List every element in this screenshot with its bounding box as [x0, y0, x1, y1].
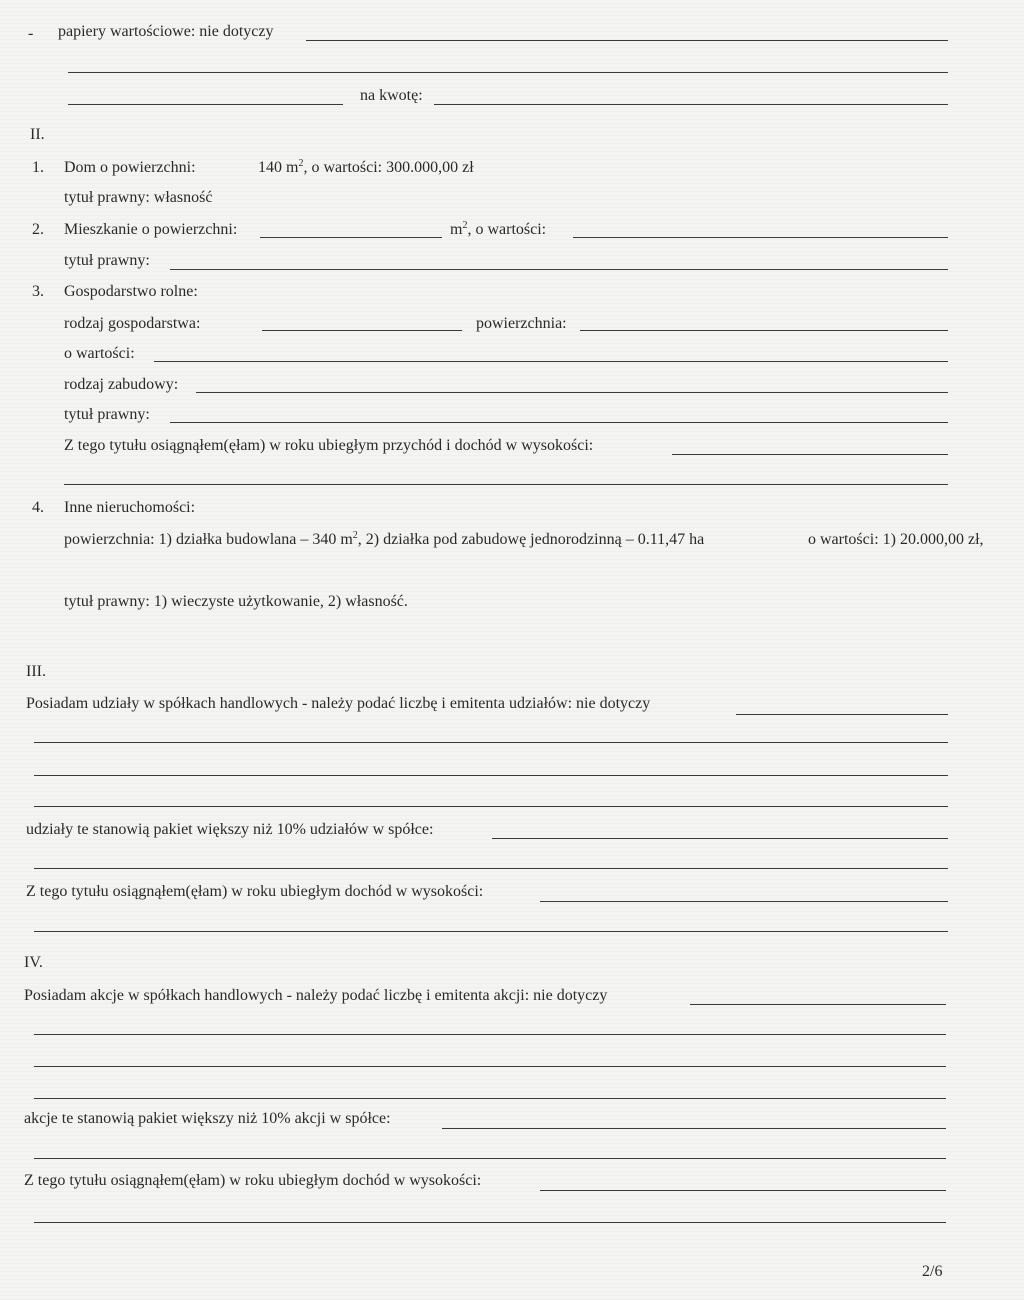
- item2-area-line: [260, 237, 442, 238]
- item3-value-line: [154, 361, 948, 362]
- item3-buildings-label: rodzaj zabudowy:: [64, 376, 179, 393]
- item3-label: Gospodarstwo rolne:: [64, 283, 198, 300]
- stocks-label: Posiadam akcje w spółkach handlowych - należy podać liczbę i emitenta akcji: nie dotyczy: [24, 987, 608, 1004]
- item1-label: Dom o powierzchni:: [64, 159, 196, 176]
- item1-area-sup: 2: [298, 158, 304, 169]
- securities-dash: -: [28, 25, 34, 42]
- item2-value-label: , o wartości:: [467, 221, 547, 238]
- item2-value: [450, 222, 546, 238]
- stocks-package-line-2: [34, 1158, 946, 1159]
- item2-value-line: [573, 237, 948, 238]
- item3-number: 3.: [32, 283, 44, 300]
- item4-area-text-b: , 2) działka pod zabudowę jednorodzinną – 0.11,47 ha: [357, 531, 705, 548]
- stocks-line: [690, 1004, 946, 1005]
- item3-title-line: [170, 422, 948, 423]
- item4-title: tytuł prawny: 1) wieczyste użytkowanie, 2) własność.: [64, 593, 408, 610]
- item4-area: [64, 532, 704, 548]
- item1-value-text: , o wartości: 300.000,00 zł: [303, 159, 474, 176]
- item4-area-sup: 2: [352, 530, 358, 541]
- page-number: 2/6: [922, 1263, 943, 1280]
- item3-income-line-2: [64, 484, 948, 485]
- item4-number: 4.: [32, 499, 44, 516]
- item3-value-label: o wartości:: [64, 345, 135, 362]
- shares-line-3: [34, 775, 948, 776]
- item1-value: [258, 160, 474, 176]
- stocks-line-4: [34, 1098, 946, 1099]
- shares-line-2: [34, 742, 948, 743]
- item4-label: Inne nieruchomości:: [64, 499, 196, 516]
- shares-package-label: udziały te stanowią pakiet większy niż 10% udziałów w spółce:: [26, 821, 434, 838]
- shares-income-line: [540, 901, 948, 902]
- shares-line: [736, 714, 948, 715]
- item2-title: tytuł prawny:: [64, 252, 150, 269]
- shares-label: Posiadam udziały w spółkach handlowych - należy podać liczbę i emitenta udziałów: nie dotyczy: [26, 695, 651, 712]
- stocks-line-2: [34, 1034, 946, 1035]
- securities-line-3: [68, 104, 343, 105]
- stocks-income-line-2: [34, 1222, 946, 1223]
- amount-line: [434, 104, 948, 105]
- stocks-income-label: Z tego tytułu osiągnąłem(ęłam) w roku ubiegłym dochód w wysokości:: [24, 1172, 482, 1189]
- item2-number: 2.: [32, 221, 44, 238]
- item3-income-label: Z tego tytułu osiągnąłem(ęłam) w roku ubiegłym przychód i dochód w wysokości:: [64, 437, 594, 454]
- item2-title-line: [170, 269, 948, 270]
- item1-number: 1.: [32, 159, 44, 176]
- item3-area-label: powierzchnia:: [476, 315, 567, 332]
- shares-package-line-2: [34, 868, 948, 869]
- item3-buildings-line: [196, 392, 948, 393]
- item3-area-line: [580, 330, 948, 331]
- securities-label: papiery wartościowe: nie dotyczy: [58, 23, 274, 40]
- stocks-line-3: [34, 1066, 946, 1067]
- item1-title: tytuł prawny: własność: [64, 189, 213, 206]
- item1-area: 140 m: [258, 159, 299, 176]
- securities-line-2: [68, 72, 948, 73]
- shares-income-label: Z tego tytułu osiągnąłem(ęłam) w roku ubiegłym dochód w wysokości:: [26, 883, 484, 900]
- item4-area-text-a: powierzchnia: 1) działka budowlana – 340 m: [64, 531, 353, 548]
- item2-unit: m: [450, 221, 463, 238]
- item2-label: Mieszkanie o powierzchni:: [64, 221, 238, 238]
- section-iii-heading: III.: [26, 663, 46, 680]
- item3-type-line: [262, 330, 462, 331]
- item4-value: o wartości: 1) 20.000,00 zł,: [808, 531, 984, 548]
- section-iv-heading: IV.: [24, 954, 43, 971]
- stocks-income-line: [540, 1190, 946, 1191]
- shares-line-4: [34, 806, 948, 807]
- section-ii-heading: II.: [30, 126, 45, 143]
- shares-income-line-2: [34, 931, 948, 932]
- stocks-package-line: [442, 1128, 946, 1129]
- item2-unit-sup: 2: [462, 220, 468, 231]
- item3-type-label: rodzaj gospodarstwa:: [64, 315, 201, 332]
- item3-title-label: tytuł prawny:: [64, 406, 150, 423]
- item3-income-line: [672, 454, 948, 455]
- shares-package-line: [492, 838, 948, 839]
- securities-line: [306, 40, 948, 41]
- stocks-package-label: akcje te stanowią pakiet większy niż 10% akcji w spółce:: [24, 1110, 391, 1127]
- amount-label: na kwotę:: [360, 87, 423, 104]
